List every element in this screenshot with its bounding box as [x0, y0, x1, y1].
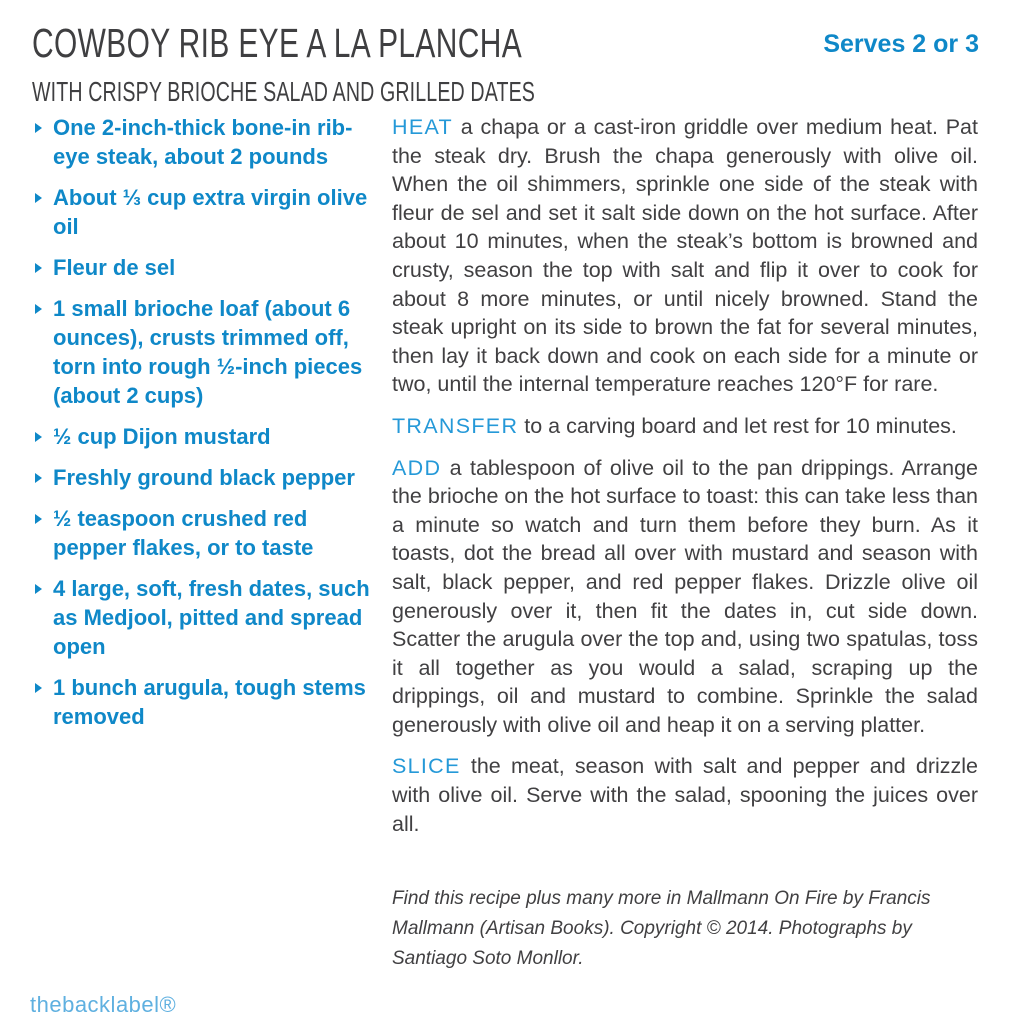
bullet-triangle-icon [35, 304, 42, 314]
step-text: the meat, season with salt and pepper and drizzle with olive oil. Serve with the salad, spooning the juices over all. [392, 754, 978, 836]
step-text: a chapa or a cast-iron griddle over medium heat. Pat the steak dry. Brush the chapa generously with olive oil. When the oil shimmers, sprinkle one side of the steak with fleur de sel and set it salt side down on the hot surface. After about 10 minutes, when the steak’s bottom is browned and crusty, season the top with salt and flip it over to cook for about 8 more minutes, or until nicely browned. Stand the steak upright on its side to brown the fat for several minutes, then lay it back down and cook on each side for a minute or two, until the internal temperature reaches 120°F for rare. [392, 115, 978, 397]
title-block [32, 20, 823, 108]
page-title: COWBOY RIB EYE A LA PLANCHA [32, 20, 523, 66]
step-text: a tablespoon of olive oil to the pan drippings. Arrange the brioche on the hot surface to toast: this can take less than a minute so watch and turn them before they burn. As it toasts, dot the bread all over with mustard and season with salt, black pepper, and red pepper flakes. Drizzle olive oil generously over it, then fit the dates in, cut side down. Scatter the arugula over the top and, using two spatulas, toss it all together as you would a salad, scraping up the drippings, oil and mustard to combine. Sprinkle the salad generously with olive oil and heap it on a serving platter. [392, 455, 978, 737]
ingredient-text: 1 small brioche loaf (about 6 ounces), crusts trimmed off, torn into rough ½-inch pieces (about 2 cups) [53, 296, 363, 408]
bullet-triangle-icon [35, 584, 42, 594]
bullet-triangle-icon [35, 123, 42, 133]
step-paragraph [392, 454, 978, 740]
ingredient-item [32, 294, 370, 410]
ingredient-text: 1 bunch arugula, tough stems removed [53, 675, 366, 729]
bullet-triangle-icon [35, 514, 42, 524]
step-lead: SLICE [392, 754, 461, 779]
bullet-triangle-icon [35, 683, 42, 693]
ingredient-item [32, 574, 370, 661]
step-text: to a carving board and let rest for 10 minutes. [518, 413, 957, 438]
bullet-triangle-icon [35, 193, 42, 203]
instructions-column [392, 113, 978, 974]
step-lead: HEAT [392, 115, 453, 139]
ingredient-item [32, 504, 370, 562]
ingredient-text: ½ cup Dijon mustard [53, 424, 271, 449]
ingredient-item [32, 183, 370, 241]
ingredient-item [32, 113, 370, 171]
ingredient-text: About ⅓ cup extra virgin olive oil [53, 185, 368, 239]
ingredient-text: One 2-inch-thick bone-in rib-eye steak, about 2 pounds [53, 115, 353, 169]
serves-badge: Serves 2 or 3 [823, 30, 979, 58]
header [32, 20, 979, 108]
content-columns [32, 113, 978, 974]
ingredient-text: 4 large, soft, fresh dates, such as Medjool, pitted and spread open [53, 576, 370, 659]
ingredient-item [32, 673, 370, 731]
ingredients-list [32, 113, 370, 731]
step-paragraph [392, 412, 978, 441]
step-lead: ADD [392, 455, 442, 480]
ingredient-text: Freshly ground black pepper [53, 465, 355, 490]
ingredient-text: Fleur de sel [53, 255, 176, 280]
bullet-triangle-icon [35, 473, 42, 483]
bullet-triangle-icon [35, 263, 42, 273]
step-paragraph [392, 752, 978, 838]
step-lead: TRANSFER [392, 413, 519, 438]
step-paragraph [392, 113, 978, 399]
credit-note: Find this recipe plus many more in Mallmann On Fire by Francis Mallmann (Artisan Books). Copyright © 2014. Photographs by Santiago Soto Monllor. [392, 888, 931, 970]
brand-logo: thebacklabel® [30, 992, 177, 1017]
bullet-triangle-icon [35, 432, 42, 442]
page-subtitle: WITH CRISPY BRIOCHE SALAD AND GRILLED DATES [32, 76, 536, 107]
ingredient-text: ½ teaspoon crushed red pepper flakes, or to taste [53, 506, 314, 560]
ingredient-item [32, 422, 370, 451]
ingredient-item [32, 253, 370, 282]
ingredient-item [32, 463, 370, 492]
ingredients-column [32, 113, 392, 974]
